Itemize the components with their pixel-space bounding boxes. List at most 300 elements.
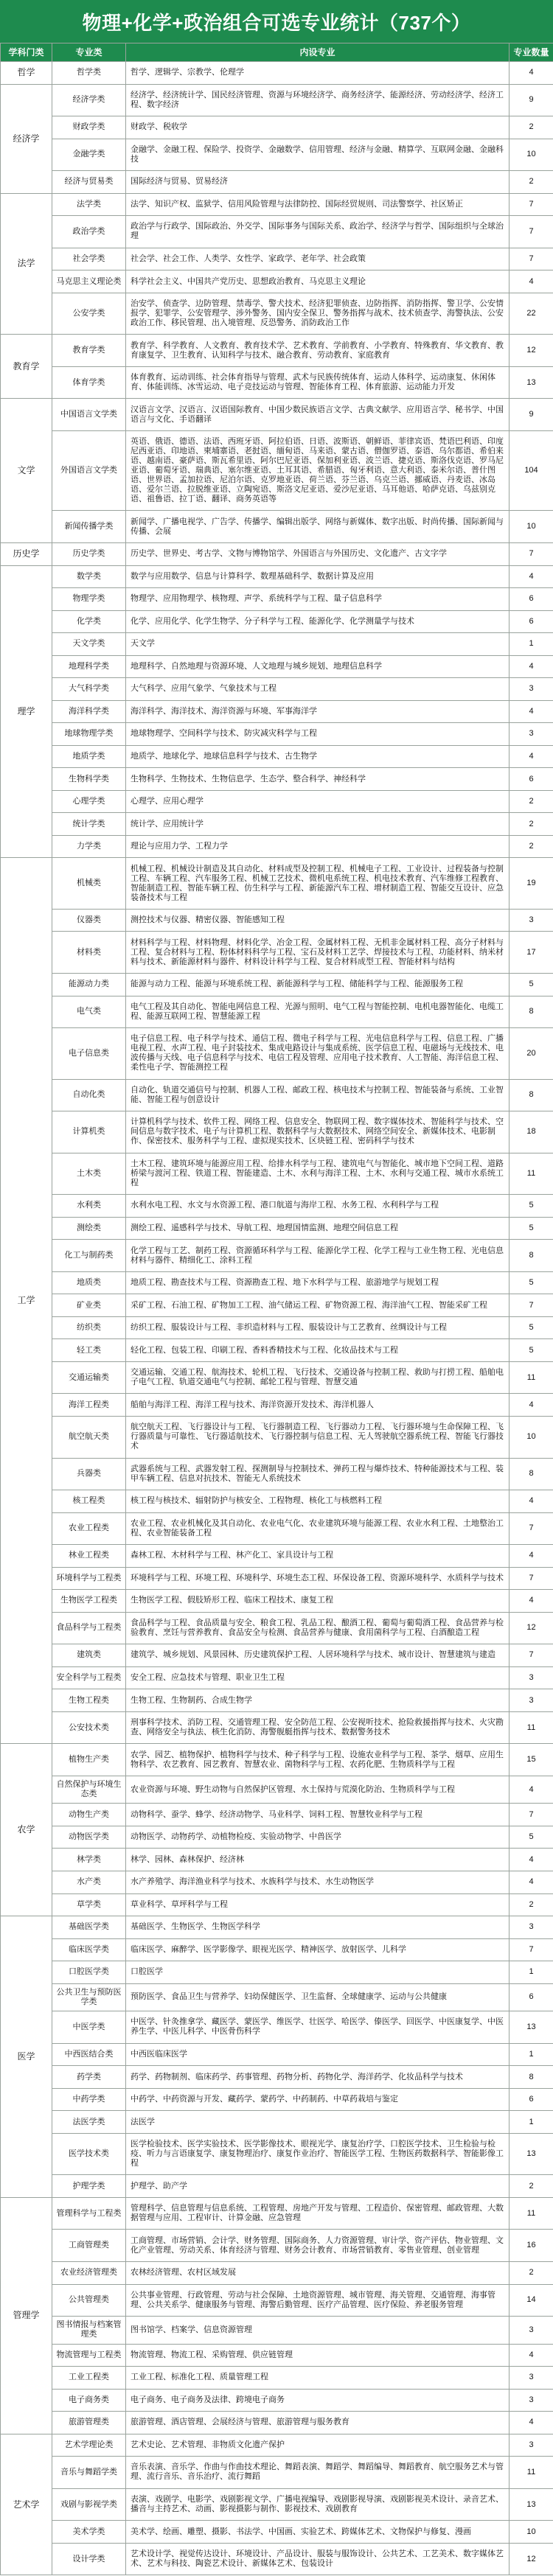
count-cell: 4 — [509, 2412, 553, 2434]
table-row — [1, 1361, 553, 1394]
table-row — [1, 270, 553, 293]
detail-cell: 测控技术与仪器、精密仪器、智能感知工程 — [126, 909, 509, 932]
detail-cell: 图书馆学、档案学、信息资源管理 — [126, 2317, 509, 2345]
table-row — [1, 1612, 553, 1644]
table-row — [1, 1240, 553, 1272]
table-row — [1, 1689, 553, 1712]
detail-cell: 经济学、经济统计学、国民经济管理、资源与环境经济学、商务经济学、能源经济、劳动经济学、经济工程、数字经济 — [126, 84, 509, 116]
count-cell: 19 — [509, 858, 553, 910]
category-cell: 哲学 — [1, 62, 52, 85]
count-cell: 4 — [509, 1849, 553, 1871]
detail-cell: 物理学、应用物理学、核物理、声学、系统科学与工程、量子信息科学 — [126, 588, 509, 611]
detail-cell: 船舶与海洋工程、海洋工程与技术、海洋资源开发技术、海洋机器人 — [126, 1394, 509, 1417]
detail-cell: 音乐表演、音乐学、作曲与作曲技术理论、舞蹈表演、舞蹈学、舞蹈编导、舞蹈教育、航空服务艺术与管理、流行音乐、音乐治疗、流行舞蹈 — [126, 2457, 509, 2489]
table-row — [1, 116, 553, 139]
table-row — [1, 2133, 553, 2175]
major-class-cell: 物理学类 — [52, 588, 126, 611]
table-row — [1, 1490, 553, 1513]
major-class-cell: 化学类 — [52, 610, 126, 633]
detail-cell: 心理学、应用心理学 — [126, 790, 509, 813]
count-cell: 8 — [509, 1240, 553, 1272]
major-class-cell: 计算机类 — [52, 1111, 126, 1153]
detail-cell: 中医学、针灸推拿学、藏医学、蒙医学、维医学、壮医学、哈医学、傣医学、回医学、中医康复学、中医养生学、中医儿科学、中医骨伤科学 — [126, 2011, 509, 2044]
major-class-cell: 材料类 — [52, 932, 126, 974]
count-cell: 10 — [509, 2521, 553, 2544]
detail-cell: 计算机科学与技术、软件工程、网络工程、信息安全、物联网工程、数字媒体技术、智能科学与技术、空间信息与数字技术、电子与计算机工程、数据科学与大数据技术、网络空间安全、新媒体技术、电影制作、保密技术、服务科学与工程、虚拟现实技术、区块链工程、密码科学与技术 — [126, 1111, 509, 1153]
detail-cell: 旅游管理、酒店管理、会展经济与管理、旅游管理与服务教育 — [126, 2412, 509, 2434]
detail-cell: 农业资源与环境、野生动物与自然保护区管理、水土保持与荒漠化防治、生物质科学与工程 — [126, 1776, 509, 1804]
table-body — [1, 62, 553, 2575]
major-class-cell: 戏剧与影视学类 — [52, 2488, 126, 2521]
major-class-cell: 环境科学与工程类 — [52, 1567, 126, 1590]
count-cell: 5 — [509, 1217, 553, 1240]
count-cell: 3 — [509, 2367, 553, 2390]
table-row — [1, 2367, 553, 2390]
major-class-cell: 草学类 — [52, 1893, 126, 1916]
major-class-cell: 管理科学与工程类 — [52, 2197, 126, 2230]
detail-cell: 纺织工程、服装设计与工程、非织造材料与工程、服装设计与工艺教育、丝绸设计与工程 — [126, 1316, 509, 1339]
major-class-cell: 政治学类 — [52, 216, 126, 248]
count-cell: 8 — [509, 996, 553, 1028]
table-row — [1, 171, 553, 194]
detail-cell: 武器系统与工程、武器发射工程、探测制导与控制技术、弹药工程与爆炸技术、特种能源技术与工程、装甲车辆工程、信息对抗技术、智能无人系统技术 — [126, 1458, 509, 1490]
detail-cell: 口腔医学 — [126, 1961, 509, 1984]
count-cell: 11 — [509, 1711, 553, 1744]
count-cell: 7 — [509, 193, 553, 216]
table-row — [1, 2457, 553, 2489]
detail-cell: 农学、园艺、植物保护、植物科学与技术、种子科学与工程、设施农业科学与工程、茶学、烟草、应用生物科学、农艺教育、园艺教育、智慧农业、菌物科学与工程、农药化肥、生物质科学与工程 — [126, 1744, 509, 1776]
count-cell: 3 — [509, 2389, 553, 2412]
major-class-cell: 农业经济管理类 — [52, 2261, 126, 2284]
table-row — [1, 2434, 553, 2457]
major-class-cell: 航空航天类 — [52, 1416, 126, 1458]
major-class-cell: 公安学类 — [52, 293, 126, 335]
category-cell: 艺术学 — [1, 2434, 52, 2575]
count-cell: 2 — [509, 813, 553, 836]
major-class-cell: 口腔医学类 — [52, 1961, 126, 1984]
major-class-cell: 公共管理类 — [52, 2284, 126, 2317]
table-row — [1, 542, 553, 565]
detail-cell: 农林经济管理、农村区域发展 — [126, 2261, 509, 2284]
count-cell: 2 — [509, 835, 553, 858]
count-cell: 4 — [509, 1871, 553, 1894]
major-class-cell: 物流管理与工程类 — [52, 2344, 126, 2367]
major-class-cell: 地质学类 — [52, 745, 126, 768]
count-cell: 8 — [509, 2066, 553, 2089]
detail-cell: 森林工程、木材科学与工程、林产化工、家具设计与工程 — [126, 1545, 509, 1568]
table-row — [1, 1590, 553, 1613]
major-class-cell: 心理学类 — [52, 790, 126, 813]
table-row — [1, 909, 553, 932]
count-cell: 13 — [509, 2488, 553, 2521]
table-row — [1, 335, 553, 367]
count-cell: 6 — [509, 768, 553, 791]
table-row — [1, 835, 553, 858]
table-row — [1, 678, 553, 701]
count-cell: 7 — [509, 1938, 553, 1961]
table-row — [1, 1804, 553, 1826]
major-class-cell: 新闻传播学类 — [52, 511, 126, 543]
count-cell: 3 — [509, 723, 553, 746]
detail-cell: 能源与动力工程、能源与环境系统工程、新能源科学与工程、储能科学与工程、能源服务工程 — [126, 974, 509, 996]
count-cell: 16 — [509, 2230, 553, 2262]
major-class-cell: 力学类 — [52, 835, 126, 858]
major-class-cell: 建筑类 — [52, 1644, 126, 1667]
count-cell: 2 — [509, 116, 553, 139]
count-cell: 3 — [509, 1689, 553, 1712]
page-title: 物理+化学+政治组合可选专业统计（737个） — [0, 0, 553, 43]
table-row — [1, 399, 553, 431]
major-class-cell: 财政学类 — [52, 116, 126, 139]
count-cell: 7 — [509, 1644, 553, 1667]
count-cell: 3 — [509, 2317, 553, 2345]
category-cell: 医学 — [1, 1916, 52, 2198]
table-row — [1, 1644, 553, 1667]
category-cell: 教育学 — [1, 335, 52, 399]
detail-cell: 食品科学与工程、食品质量与安全、粮食工程、乳品工程、酿酒工程、葡萄与葡萄酒工程、食品营养与检验教育、烹饪与营养教育、食品安全与检测、食品营养与健康、食用菌科学与工程、白酒酿造工程 — [126, 1612, 509, 1644]
count-cell: 7 — [509, 542, 553, 565]
count-cell: 13 — [509, 366, 553, 399]
detail-cell: 新闻学、广播电视学、广告学、传播学、编辑出版学、网络与新媒体、数字出版、时尚传播、国际新闻与传播、会展 — [126, 511, 509, 543]
major-class-cell: 水利类 — [52, 1195, 126, 1218]
count-cell: 5 — [509, 1316, 553, 1339]
major-class-cell: 农业工程类 — [52, 1512, 126, 1545]
detail-cell: 美术学、绘画、雕塑、摄影、书法学、中国画、实验艺术、跨媒体艺术、文物保护与修复、漫画 — [126, 2521, 509, 2544]
detail-cell: 法医学 — [126, 2111, 509, 2134]
detail-cell: 安全工程、应急技术与管理、职业卫生工程 — [126, 1666, 509, 1689]
detail-cell: 环境科学与工程、环境工程、环境科学、环境生态工程、环保设备工程、资源环境科学、水质科学与技术 — [126, 1567, 509, 1590]
detail-cell: 管理科学、信息管理与信息系统、工程管理、房地产开发与管理、工程造价、保密管理、邮政管理、大数据管理与应用、工程审计、计算金融、应急管理 — [126, 2197, 509, 2230]
detail-cell: 电气工程及其自动化、智能电网信息工程、光源与照明、电气工程与智能控制、电机电器智能化、电缆工程、能源互联网工程、智慧能源工程 — [126, 996, 509, 1028]
major-class-cell: 大气科学类 — [52, 678, 126, 701]
count-cell: 12 — [509, 1612, 553, 1644]
table-row — [1, 974, 553, 996]
count-cell: 4 — [509, 1776, 553, 1804]
detail-cell: 动物科学、蚕学、蜂学、经济动物学、马业科学、饲料工程、智慧牧业科学与工程 — [126, 1804, 509, 1826]
category-cell: 农学 — [1, 1744, 52, 1916]
count-cell: 10 — [509, 511, 553, 543]
category-cell: 历史学 — [1, 542, 52, 565]
table-row — [1, 1416, 553, 1458]
count-cell: 6 — [509, 1983, 553, 2011]
detail-cell: 政治学与行政学、国际政治、外交学、国际事务与国际关系、政治学、经济学与哲学、国际组织与全球治理 — [126, 216, 509, 248]
count-cell: 2 — [509, 790, 553, 813]
table-row — [1, 1916, 553, 1939]
table-row — [1, 193, 553, 216]
count-cell: 4 — [509, 565, 553, 588]
table-row — [1, 366, 553, 399]
count-cell: 6 — [509, 610, 553, 633]
detail-cell: 轻化工程、包装工程、印刷工程、香料香精技术与工程、化妆品技术与工程 — [126, 1339, 509, 1362]
detail-cell: 地理科学、自然地理与资源环境、人文地理与城乡规划、地理信息科学 — [126, 655, 509, 678]
detail-cell: 汉语言文学、汉语言、汉语国际教育、中国少数民族语言文学、古典文献学、应用语言学、秘书学、中国语言与文化、手语翻译 — [126, 399, 509, 431]
major-class-cell: 中医学类 — [52, 2011, 126, 2044]
table-row — [1, 2521, 553, 2544]
table-row — [1, 1938, 553, 1961]
major-class-cell: 矿业类 — [52, 1294, 126, 1317]
table-row — [1, 293, 553, 335]
table-row — [1, 1339, 553, 1362]
count-cell: 4 — [509, 1490, 553, 1513]
count-cell: 5 — [509, 1826, 553, 1849]
major-class-cell: 天文学类 — [52, 633, 126, 656]
detail-cell: 历史学、世界史、考古学、文物与博物馆学、外国语言与外国历史、文化遗产、古文字学 — [126, 542, 509, 565]
major-class-cell: 生物医学工程类 — [52, 1590, 126, 1613]
major-class-cell: 经济学类 — [52, 84, 126, 116]
major-class-cell: 公共卫生与预防医学类 — [52, 1983, 126, 2011]
detail-cell: 科学社会主义、中国共产党历史、思想政治教育、马克思主义理论 — [126, 270, 509, 293]
table-row — [1, 655, 553, 678]
major-class-cell: 历史学类 — [52, 542, 126, 565]
table-row — [1, 2389, 553, 2412]
major-class-cell: 轻工类 — [52, 1339, 126, 1362]
count-cell: 4 — [509, 270, 553, 293]
major-class-cell: 工业工程类 — [52, 2367, 126, 2390]
table-row — [1, 610, 553, 633]
major-class-cell: 工商管理类 — [52, 2230, 126, 2262]
detail-cell: 哲学、逻辑学、宗教学、伦理学 — [126, 62, 509, 85]
major-class-cell: 金融学类 — [52, 139, 126, 171]
table-row — [1, 2111, 553, 2134]
category-cell: 文学 — [1, 399, 52, 543]
major-class-cell: 安全科学与工程类 — [52, 1666, 126, 1689]
table-row — [1, 588, 553, 611]
detail-cell: 刑事科学技术、消防工程、交通管理工程、安全防范工程、公安视听技术、抢险救援指挥与技术、火灾勘查、网络安全与执法、核生化消防、海警舰艇指挥与技术、数据警务技术 — [126, 1711, 509, 1744]
detail-cell: 自动化、轨道交通信号与控制、机器人工程、邮政工程、核电技术与控制工程、智能装备与系统、工业智能、智能工程与创意设计 — [126, 1079, 509, 1111]
table-row — [1, 430, 553, 511]
detail-cell: 医学检验技术、医学实验技术、医学影像技术、眼视光学、康复治疗学、口腔医学技术、卫生检验与检疫、听力与言语康复学、康复物理治疗、康复作业治疗、智能医学工程、生物医药数据科学、智能影像工程 — [126, 2133, 509, 2175]
count-cell: 7 — [509, 1512, 553, 1545]
table-row — [1, 1826, 553, 1849]
table-row — [1, 1776, 553, 1804]
major-class-cell: 林业工程类 — [52, 1545, 126, 1568]
count-cell: 3 — [509, 2434, 553, 2457]
major-class-cell: 纺织类 — [52, 1316, 126, 1339]
table-header-row — [1, 43, 553, 62]
major-class-cell: 自动化类 — [52, 1079, 126, 1111]
count-cell: 2 — [509, 2261, 553, 2284]
table-row — [1, 1711, 553, 1744]
table-row — [1, 2175, 553, 2198]
count-cell: 6 — [509, 588, 553, 611]
detail-cell: 理论与应用力学、工程力学 — [126, 835, 509, 858]
major-class-cell: 体育学类 — [52, 366, 126, 399]
table-row — [1, 1294, 553, 1317]
detail-cell: 地球物理学、空间科学与技术、防灾减灾科学与工程 — [126, 723, 509, 746]
detail-cell: 水利水电工程、水文与水资源工程、港口航道与海岸工程、水务工程、水利科学与工程 — [126, 1195, 509, 1218]
detail-cell: 测绘工程、遥感科学与技术、导航工程、地理国情监测、地理空间信息工程 — [126, 1217, 509, 1240]
major-class-cell: 中西医结合类 — [52, 2043, 126, 2066]
major-class-cell: 兵器类 — [52, 1458, 126, 1490]
major-class-cell: 法学类 — [52, 193, 126, 216]
table-row — [1, 565, 553, 588]
major-class-cell: 地质类 — [52, 1271, 126, 1294]
major-class-cell: 哲学类 — [52, 62, 126, 85]
table-row — [1, 2284, 553, 2317]
count-cell: 2 — [509, 1893, 553, 1916]
count-cell: 15 — [509, 1744, 553, 1776]
detail-cell: 教育学、科学教育、人文教育、教育技术学、艺术教育、学前教育、小学教育、特殊教育、华文教育、教育康复学、卫生教育、认知科学与技术、融合教育、劳动教育、家庭教育 — [126, 335, 509, 367]
count-cell: 10 — [509, 139, 553, 171]
count-cell: 11 — [509, 1153, 553, 1195]
detail-cell: 表演、戏剧学、电影学、戏剧影视文学、广播电视编导、戏剧影视导演、戏剧影视美术设计、录音艺术、播音与主持艺术、动画、影视摄影与制作、影视技术、戏剧教育 — [126, 2488, 509, 2521]
count-cell: 4 — [509, 2344, 553, 2367]
table-row — [1, 2412, 553, 2434]
header-count: 专业数量 — [509, 43, 553, 62]
detail-cell: 公共事业管理、行政管理、劳动与社会保障、土地资源管理、城市管理、海关管理、交通管理、海事管理、公共关系学、健康服务与管理、海警后勤管理、医疗产品管理、医疗保险、养老服务管理 — [126, 2284, 509, 2317]
table-row — [1, 1111, 553, 1153]
table-row — [1, 62, 553, 85]
detail-cell: 地质工程、勘查技术与工程、资源勘查工程、地下水科学与工程、旅游地学与规划工程 — [126, 1271, 509, 1294]
count-cell: 7 — [509, 1804, 553, 1826]
detail-cell: 财政学、税收学 — [126, 116, 509, 139]
table-row — [1, 1666, 553, 1689]
detail-cell: 动物医学、动物药学、动植物检疫、实验动物学、中兽医学 — [126, 1826, 509, 1849]
table-row — [1, 1217, 553, 1240]
table-row — [1, 511, 553, 543]
count-cell: 1 — [509, 2111, 553, 2134]
major-class-cell: 法医学类 — [52, 2111, 126, 2134]
major-class-cell: 机械类 — [52, 858, 126, 910]
table-row — [1, 1394, 553, 1417]
table-row — [1, 2066, 553, 2089]
count-cell: 1 — [509, 1961, 553, 1984]
detail-cell: 工商管理、市场营销、会计学、财务管理、国际商务、人力资源管理、审计学、资产评估、物业管理、文化产业管理、劳动关系、体育经济与管理、财务会计教育、市场营销教育、零售业管理、创业管理 — [126, 2230, 509, 2262]
table-row — [1, 932, 553, 974]
count-cell: 104 — [509, 430, 553, 511]
count-cell: 10 — [509, 1416, 553, 1458]
table-row — [1, 2488, 553, 2521]
count-cell: 14 — [509, 2284, 553, 2317]
major-class-cell: 交通运输类 — [52, 1361, 126, 1394]
major-class-cell: 生物工程类 — [52, 1689, 126, 1712]
detail-cell: 工业工程、标准化工程、质量管理工程 — [126, 2367, 509, 2390]
major-class-cell: 化工与制药类 — [52, 1240, 126, 1272]
count-cell: 12 — [509, 2543, 553, 2575]
major-class-cell: 公安技术类 — [52, 1711, 126, 1744]
detail-cell: 体育教育、运动训练、社会体育指导与管理、武术与民族传统体育、运动人体科学、运动康复、休闲体育、体能训练、冰雪运动、电子竞技运动与管理、智能体育工程、体育旅游、运动能力开发 — [126, 366, 509, 399]
count-cell: 4 — [509, 745, 553, 768]
count-cell: 22 — [509, 293, 553, 335]
major-class-cell: 中国语言文学类 — [52, 399, 126, 431]
count-cell: 7 — [509, 1567, 553, 1590]
table-row — [1, 1961, 553, 1984]
detail-cell: 建筑学、城乡规划、风景园林、历史建筑保护工程、人居环境科学与技术、城市设计、智慧建筑与建造 — [126, 1644, 509, 1667]
table-row — [1, 1983, 553, 2011]
major-class-cell: 旅游管理类 — [52, 2412, 126, 2434]
table-row — [1, 1028, 553, 1080]
count-cell: 1 — [509, 633, 553, 656]
count-cell: 3 — [509, 909, 553, 932]
major-class-cell: 药学类 — [52, 2066, 126, 2089]
major-class-cell: 艺术学理论类 — [52, 2434, 126, 2457]
count-cell: 1 — [509, 2043, 553, 2066]
table-row — [1, 2011, 553, 2044]
table-row — [1, 2230, 553, 2262]
count-cell: 6 — [509, 2088, 553, 2111]
detail-cell: 生物工程、生物制药、合成生物学 — [126, 1689, 509, 1712]
detail-cell: 化学、应用化学、化学生物学、分子科学与工程、能源化学、化学测量学与技术 — [126, 610, 509, 633]
detail-cell: 化学工程与工艺、制药工程、资源循环科学与工程、能源化学工程、化学工程与工业生物工程、光电信息材料与器件、精细化工、涂料工程 — [126, 1240, 509, 1272]
table-row — [1, 1271, 553, 1294]
detail-cell: 采矿工程、石油工程、矿物加工工程、油气储运工程、矿物资源工程、海洋油气工程、智能采矿工程 — [126, 1294, 509, 1317]
category-cell: 经济学 — [1, 84, 52, 193]
major-class-cell: 食品科学与工程类 — [52, 1612, 126, 1644]
major-class-cell: 土木类 — [52, 1153, 126, 1195]
count-cell: 17 — [509, 932, 553, 974]
major-class-cell: 海洋科学类 — [52, 700, 126, 723]
major-class-cell: 外国语言文学类 — [52, 430, 126, 511]
detail-cell: 生物医学工程、假肢矫形工程、临床工程技术、康复工程 — [126, 1590, 509, 1613]
count-cell: 2 — [509, 2175, 553, 2198]
count-cell: 11 — [509, 2197, 553, 2230]
major-class-cell: 数学类 — [52, 565, 126, 588]
major-class-cell: 林学类 — [52, 1849, 126, 1871]
major-class-cell: 水产类 — [52, 1871, 126, 1894]
count-cell: 8 — [509, 1079, 553, 1111]
category-cell: 工学 — [1, 858, 52, 1744]
table-row — [1, 996, 553, 1028]
table-row — [1, 858, 553, 910]
detail-cell: 艺术设计学、视觉传达设计、环境设计、产品设计、服装与服饰设计、公共艺术、工艺美术、数字媒体艺术、艺术与科技、陶瓷艺术设计、新媒体艺术、包装设计 — [126, 2543, 509, 2575]
detail-cell: 草业科学、草坪科学与工程 — [126, 1893, 509, 1916]
detail-cell: 地质学、地球化学、地球信息科学与技术、古生物学 — [126, 745, 509, 768]
detail-cell: 临床医学、麻醉学、医学影像学、眼视光医学、精神医学、放射医学、儿科学 — [126, 1938, 509, 1961]
major-class-cell: 基础医学类 — [52, 1916, 126, 1939]
major-class-cell: 社会学类 — [52, 248, 126, 270]
major-class-cell: 护理学类 — [52, 2175, 126, 2198]
detail-cell: 中西医临床医学 — [126, 2043, 509, 2066]
table-row — [1, 790, 553, 813]
table-row — [1, 1893, 553, 1916]
table-row — [1, 1512, 553, 1545]
table-row — [1, 633, 553, 656]
major-class-cell: 电子商务类 — [52, 2389, 126, 2412]
table-row — [1, 700, 553, 723]
count-cell: 9 — [509, 399, 553, 431]
count-cell: 2 — [509, 171, 553, 194]
detail-cell: 海洋科学、海洋技术、海洋资源与环境、军事海洋学 — [126, 700, 509, 723]
major-class-cell: 动物生产类 — [52, 1804, 126, 1826]
count-cell: 11 — [509, 2457, 553, 2489]
major-class-cell: 地理科学类 — [52, 655, 126, 678]
detail-cell: 农业工程、农业机械化及其自动化、农业电气化、农业建筑环境与能源工程、农业水利工程、土地整治工程、农业智能装备工程 — [126, 1512, 509, 1545]
detail-cell: 治安学、侦查学、边防管理、禁毒学、警犬技术、经济犯罪侦查、边防指挥、消防指挥、警卫学、公安情报学、犯罪学、公安管理学、涉外警务、国内安全保卫、警务指挥与战术、技术侦查学、海警执法、公安政治工作、移民管理、出入境管理、反恐警务、消防政治工作 — [126, 293, 509, 335]
table-row — [1, 2344, 553, 2367]
count-cell: 4 — [509, 1545, 553, 1568]
major-class-cell: 生物科学类 — [52, 768, 126, 791]
detail-cell: 电子商务、电子商务及法律、跨境电子商务 — [126, 2389, 509, 2412]
table-row — [1, 745, 553, 768]
major-class-cell: 动物医学类 — [52, 1826, 126, 1849]
detail-cell: 英语、俄语、德语、法语、西班牙语、阿拉伯语、日语、波斯语、朝鲜语、菲律宾语、梵语巴利语、印度尼西亚语、印地语、柬埔寨语、老挝语、缅甸语、马来语、蒙古语、僧伽罗语、泰语、乌尔都语、希伯来语、越南语、豪萨语、斯瓦希里语、阿尔巴尼亚语、保加利亚语、波兰语、捷克语、斯洛伐克语、罗马尼亚语、葡萄牙语、瑞典语、塞尔维亚语、土耳其语、希腊语、匈牙利语、意大利语、泰米尔语、普什图语、世界语、孟加拉语、尼泊尔语、克罗地亚语、荷兰语、芬兰语、乌克兰语、挪威语、丹麦语、冰岛语、爱尔兰语、拉脱维亚语、立陶宛语、斯洛文尼亚语、爱沙尼亚语、马耳他语、哈萨克语、乌兹别克语、祖鲁语、拉丁语、翻译、商务英语等 — [126, 430, 509, 511]
table-row — [1, 2197, 553, 2230]
count-cell: 5 — [509, 1195, 553, 1218]
detail-cell: 社会学、社会工作、人类学、女性学、家政学、老年学、社会政策 — [126, 248, 509, 270]
table-row — [1, 84, 553, 116]
major-class-cell: 海洋工程类 — [52, 1394, 126, 1417]
count-cell: 4 — [509, 1394, 553, 1417]
count-cell: 5 — [509, 1339, 553, 1362]
detail-cell: 大气科学、应用气象学、气象技术与工程 — [126, 678, 509, 701]
detail-cell: 机械工程、机械设计制造及其自动化、材料成型及控制工程、机械电子工程、工业设计、过程装备与控制工程、车辆工程、汽车服务工程、机械工艺技术、微机电系统工程、机电技术教育、汽车维修工程教育、智能制造工程、智能车辆工程、仿生科学与工程、新能源汽车工程、增材制造工程、智能交互设计、应急装备技术与工程 — [126, 858, 509, 910]
count-cell: 4 — [509, 700, 553, 723]
category-cell: 管理学 — [1, 2197, 52, 2434]
table-row — [1, 768, 553, 791]
major-class-cell: 电气类 — [52, 996, 126, 1028]
detail-cell: 交通运输、交通工程、航海技术、轮机工程、飞行技术、交通设备与控制工程、救助与打捞工程、船舶电子电气工程、轨道交通电气与控制、邮轮工程与管理、智慧交通 — [126, 1361, 509, 1394]
detail-cell: 生物科学、生物技术、生物信息学、生态学、整合科学、神经科学 — [126, 768, 509, 791]
